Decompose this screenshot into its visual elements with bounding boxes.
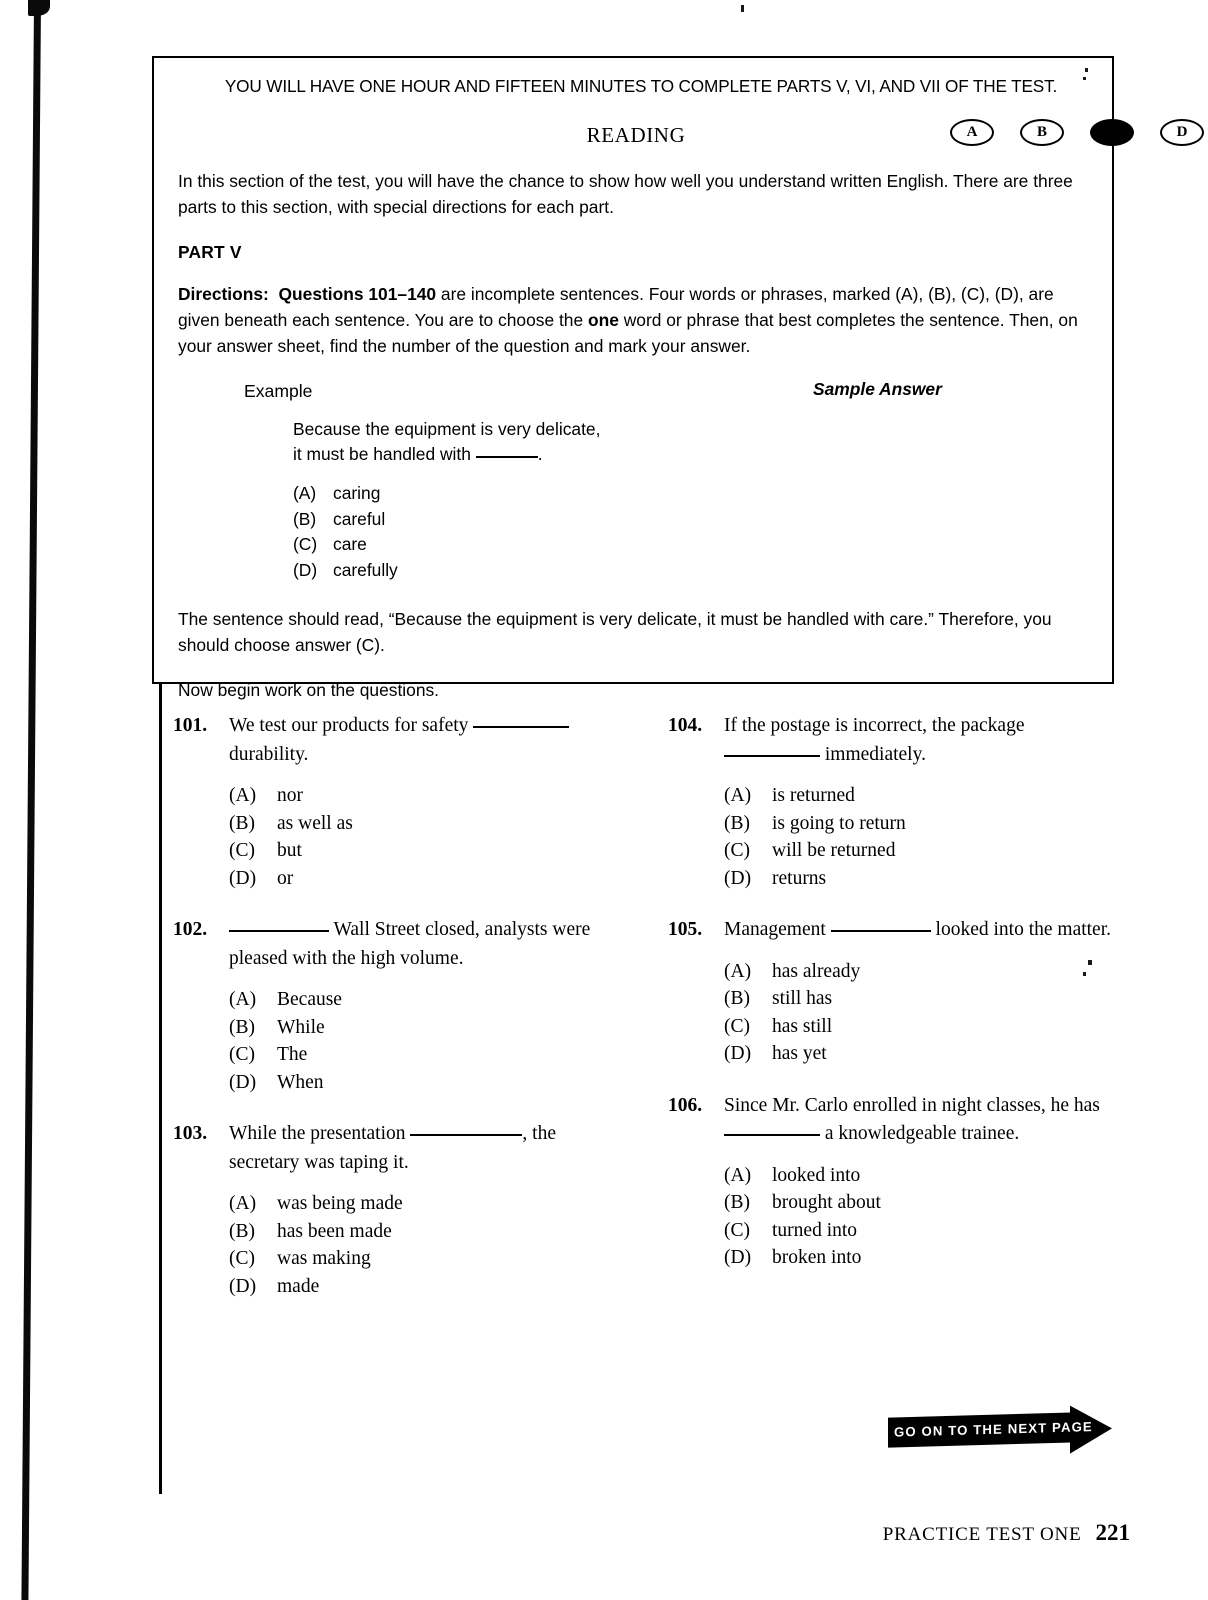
choice-letter: (A) bbox=[229, 989, 257, 1010]
example-choice-text: carefully bbox=[333, 559, 398, 580]
choice-letter: (B) bbox=[724, 988, 750, 1009]
example-blank bbox=[476, 456, 538, 458]
question-choice bbox=[229, 1273, 613, 1301]
choice-letter: (D) bbox=[229, 867, 257, 889]
question-choice-list bbox=[668, 782, 1120, 892]
question-choice-list bbox=[668, 1162, 1120, 1272]
question-number: 101. bbox=[173, 715, 208, 736]
example-choice-letter: (D) bbox=[293, 559, 318, 580]
choice-letter: (C) bbox=[724, 1015, 750, 1037]
section-title: READING bbox=[586, 123, 686, 147]
example-choice-letter: (B) bbox=[293, 508, 317, 529]
choice-text: was being made bbox=[277, 1193, 403, 1214]
question-choice bbox=[724, 985, 1120, 1013]
question-102 bbox=[173, 916, 613, 1096]
choice-text: When bbox=[277, 1071, 324, 1093]
example-choice-text: careful bbox=[333, 508, 386, 529]
question-blank bbox=[229, 930, 329, 932]
question-number: 105. bbox=[668, 919, 703, 940]
question-number: 104. bbox=[668, 715, 703, 736]
question-stem bbox=[668, 712, 1120, 769]
example-choice-letter: (C) bbox=[293, 534, 318, 554]
example-stem-period: . bbox=[537, 444, 543, 464]
scan-binding-shadow bbox=[21, 0, 41, 1600]
question-choice bbox=[229, 865, 613, 893]
scan-binding-cap bbox=[28, 0, 50, 16]
choice-text: looked into bbox=[772, 1164, 861, 1186]
choice-letter: (B) bbox=[724, 1192, 750, 1213]
question-choice bbox=[724, 1040, 1120, 1068]
left-margin-rule bbox=[159, 684, 162, 1494]
page-footer bbox=[0, 1520, 1130, 1546]
questions-column-left bbox=[173, 712, 613, 1324]
question-105 bbox=[668, 916, 1120, 1068]
question-choice bbox=[229, 1218, 613, 1246]
choice-text: made bbox=[277, 1275, 320, 1297]
question-choice bbox=[724, 1189, 1120, 1217]
section-intro: In this section of the test, you will have the chance to show how well you understand written English. There are three parts to this section, with special directions for each part. bbox=[178, 171, 1073, 217]
question-blank bbox=[724, 1134, 820, 1136]
question-stem-after: immediately. bbox=[824, 743, 926, 765]
question-choice bbox=[229, 1014, 613, 1042]
choice-text: was making bbox=[277, 1248, 371, 1269]
question-choice-list bbox=[668, 958, 1120, 1068]
question-stem bbox=[173, 1120, 613, 1177]
question-choice bbox=[229, 782, 613, 810]
choice-letter: (D) bbox=[724, 1043, 752, 1064]
example-stem bbox=[293, 417, 1094, 467]
question-number: 102. bbox=[173, 919, 208, 940]
question-choice bbox=[724, 1013, 1120, 1041]
choice-text: Because bbox=[277, 989, 342, 1010]
choice-letter: (B) bbox=[229, 1016, 255, 1038]
question-choice bbox=[229, 810, 613, 838]
question-stem-before: While the presentation bbox=[229, 1123, 406, 1144]
question-choice bbox=[724, 958, 1120, 986]
question-stem-before: Management bbox=[724, 919, 826, 940]
example-choice-text: caring bbox=[333, 483, 381, 503]
answer-bubble-c-filled bbox=[1090, 119, 1134, 146]
question-blank bbox=[831, 930, 931, 932]
question-106 bbox=[668, 1092, 1120, 1272]
choice-letter: (B) bbox=[229, 812, 255, 834]
choice-letter: (C) bbox=[229, 1044, 255, 1065]
question-choice bbox=[229, 1041, 613, 1069]
example-choice bbox=[293, 558, 1094, 584]
question-stem-before: Since Mr. Carlo enrolled in night classes, he has bbox=[724, 1094, 1100, 1116]
scan-speck bbox=[741, 5, 744, 12]
question-choice bbox=[724, 1162, 1120, 1190]
choice-letter: (D) bbox=[724, 867, 752, 889]
question-stem bbox=[668, 916, 1120, 945]
choice-letter: (A) bbox=[229, 1193, 257, 1214]
question-choice-list bbox=[173, 986, 613, 1096]
part-label: PART V bbox=[178, 242, 242, 262]
choice-text: returns bbox=[772, 867, 827, 889]
timing-notice: YOU WILL HAVE ONE HOUR AND FIFTEEN MINUTES TO COMPLETE PARTS V, VI, AND VII OF THE TEST. bbox=[224, 76, 1058, 96]
question-stem-after: Wall Street closed, analysts were pleased with the high volume. bbox=[229, 919, 591, 969]
footer-page-number: 221 bbox=[1095, 1520, 1130, 1545]
choice-letter: (C) bbox=[229, 840, 255, 861]
go-on-next-page-banner bbox=[888, 1411, 1120, 1445]
question-stem-after: durability. bbox=[229, 743, 309, 765]
choice-letter: (B) bbox=[229, 1220, 255, 1242]
example-stem-line-2: it must be handled with bbox=[293, 444, 471, 464]
question-choice bbox=[229, 1245, 613, 1273]
question-choice bbox=[724, 1217, 1120, 1245]
directions-question-range: Questions 101–140 bbox=[278, 284, 437, 304]
choice-letter: (A) bbox=[229, 785, 257, 806]
choice-text: is going to return bbox=[772, 812, 906, 834]
question-blank bbox=[724, 755, 820, 757]
question-blank bbox=[410, 1134, 522, 1136]
question-choice bbox=[724, 782, 1120, 810]
choice-letter: (A) bbox=[724, 1164, 752, 1186]
choice-letter: (D) bbox=[229, 1275, 257, 1297]
questions-column-right bbox=[668, 712, 1120, 1296]
question-stem-before: If the postage is incorrect, the package bbox=[724, 715, 1025, 736]
sample-answer-label: Sample Answer bbox=[813, 379, 942, 399]
question-101 bbox=[173, 712, 613, 892]
choice-text: will be returned bbox=[772, 840, 896, 861]
choice-text: but bbox=[277, 840, 302, 861]
question-stem bbox=[668, 1092, 1120, 1149]
question-choice bbox=[724, 1244, 1120, 1272]
choice-text: While bbox=[277, 1016, 325, 1038]
sample-answer-bubbles bbox=[950, 119, 1200, 153]
example-choice-list bbox=[293, 481, 1094, 583]
question-stem bbox=[173, 916, 613, 973]
choice-text: nor bbox=[277, 785, 303, 806]
example-choice-letter: (A) bbox=[293, 483, 317, 503]
answer-bubble-b: B bbox=[1020, 119, 1064, 146]
choice-letter: (A) bbox=[724, 960, 752, 982]
directions-paragraph bbox=[178, 281, 1094, 359]
choice-letter: (C) bbox=[229, 1248, 255, 1269]
choice-letter: (D) bbox=[724, 1247, 752, 1268]
choice-text: has still bbox=[772, 1015, 833, 1037]
answer-bubble-a: A bbox=[950, 119, 994, 146]
question-stem-after: , the secretary was taping it. bbox=[229, 1123, 556, 1173]
question-stem-before: We test our products for safety bbox=[229, 715, 469, 736]
question-choice bbox=[229, 986, 613, 1014]
question-choice bbox=[229, 1069, 613, 1097]
answer-bubble-d: D bbox=[1160, 119, 1204, 146]
directions-text-1: are incomplete sentences. Four words or phrases, marked (A), (B), (C), (D), are given beneath each sentence. You are to choose the bbox=[178, 284, 1054, 330]
question-choice bbox=[724, 810, 1120, 838]
question-choice bbox=[229, 1190, 613, 1218]
choice-text: turned into bbox=[772, 1219, 858, 1241]
question-choice bbox=[229, 837, 613, 865]
example-choice bbox=[293, 532, 1094, 558]
example-stem-line-1: Because the equipment is very delicate, bbox=[293, 419, 601, 439]
question-choice bbox=[724, 837, 1120, 865]
directions-emphasis: one bbox=[587, 310, 619, 330]
example-choice-text: care bbox=[333, 534, 367, 554]
choice-text: still has bbox=[772, 988, 833, 1009]
question-choice bbox=[724, 865, 1120, 893]
banner-label: GO ON TO THE NEXT PAGE bbox=[894, 1419, 1093, 1440]
footer-title: PRACTICE TEST ONE bbox=[882, 1524, 1082, 1545]
example-choice bbox=[293, 481, 1094, 507]
question-choice-list bbox=[173, 782, 613, 892]
choice-text: as well as bbox=[277, 812, 353, 834]
directions-box bbox=[152, 56, 1188, 700]
directions-lead: Directions: bbox=[178, 284, 269, 304]
choice-text: brought about bbox=[772, 1192, 881, 1213]
choice-text: has yet bbox=[772, 1043, 827, 1064]
example-label: Example bbox=[244, 381, 313, 401]
choice-text: broken into bbox=[772, 1247, 862, 1268]
example-explanation: The sentence should read, “Because the equipment is very delicate, it must be handled with care.” Therefore, you should choose answer (C). bbox=[178, 609, 1052, 655]
choice-text: is returned bbox=[772, 785, 855, 806]
question-stem bbox=[173, 712, 613, 769]
question-104 bbox=[668, 712, 1120, 892]
choice-letter: (D) bbox=[229, 1071, 257, 1093]
choice-letter: (C) bbox=[724, 1219, 750, 1241]
choice-text: has been made bbox=[277, 1220, 392, 1242]
question-number: 103. bbox=[173, 1123, 208, 1144]
directions-text-2: word or phrase that best completes the sentence. Then, on your answer sheet, find the number of the question and mark your answer. bbox=[178, 310, 1078, 356]
choice-letter: (C) bbox=[724, 840, 750, 861]
choice-letter: (A) bbox=[724, 785, 752, 806]
begin-work-note: Now begin work on the questions. bbox=[178, 680, 440, 700]
choice-text: has already bbox=[772, 960, 861, 982]
question-stem-after: a knowledgeable trainee. bbox=[824, 1123, 1020, 1144]
example-header-row bbox=[178, 381, 1094, 409]
choice-letter: (B) bbox=[724, 812, 750, 834]
question-stem-after: looked into the matter. bbox=[935, 919, 1112, 940]
question-103 bbox=[173, 1120, 613, 1300]
question-blank bbox=[473, 726, 569, 728]
choice-text: or bbox=[277, 867, 294, 889]
question-number: 106. bbox=[668, 1094, 703, 1116]
example-choice bbox=[293, 507, 1094, 533]
question-choice-list bbox=[173, 1190, 613, 1300]
choice-text: The bbox=[277, 1044, 308, 1065]
